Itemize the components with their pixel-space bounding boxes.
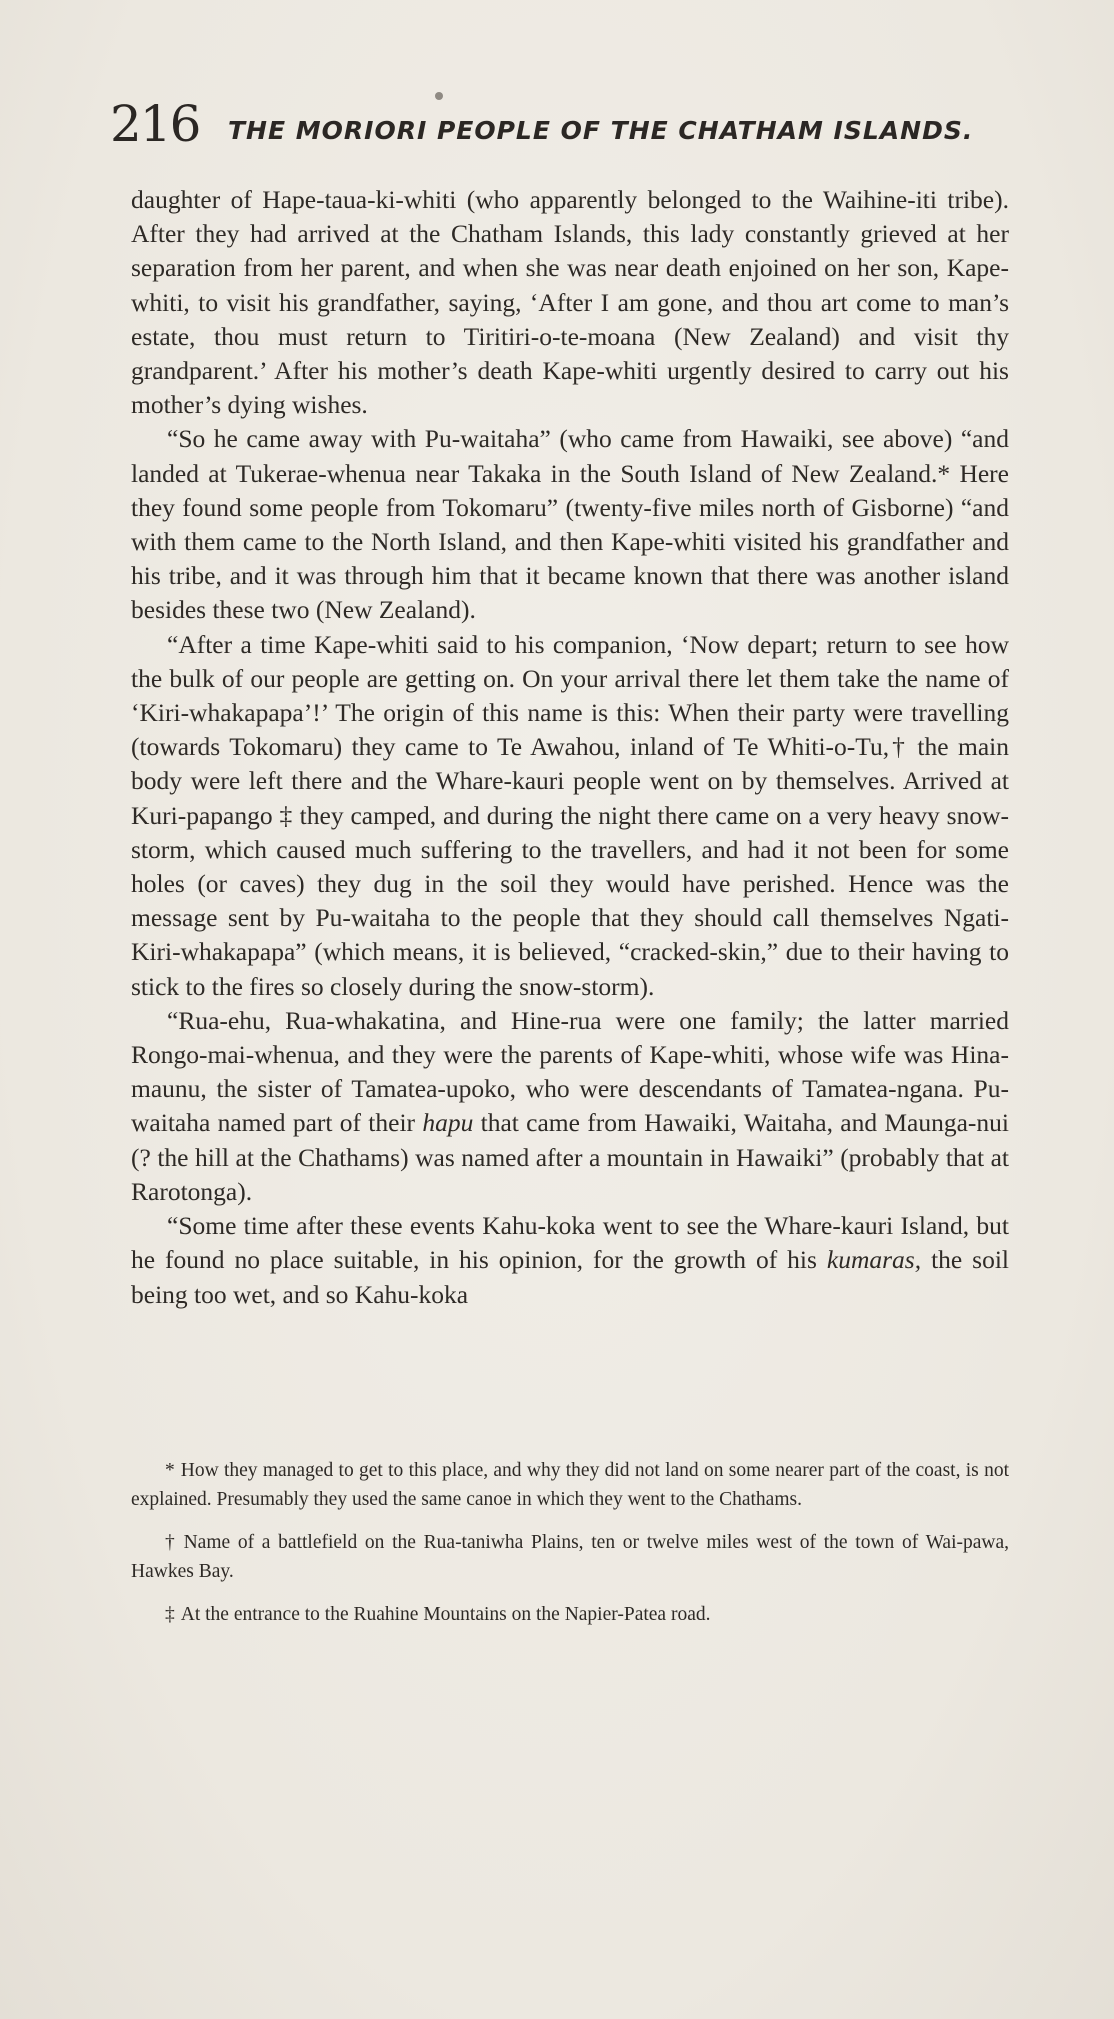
footnote-3 [131,1600,1009,1629]
footnote-mark-asterisk: * [165,1460,175,1481]
footnotes [131,1456,1009,1643]
footnote-2 [131,1528,1009,1586]
paragraph-2: “So he came away with Pu-waitaha” (who came from Hawaiki, see above) “and landed at Tukerae-whenua near Takaka in the South Island of New Zealand.* Here they found some people from Tokomaru” (twenty-five miles north of Gisborne) “and with them came to the North Island, and then Kape-whiti visited his grandfather and his tribe, and it was through him that it became known that there was another island besides these two (New Zealand). [131,424,1009,625]
footnote-1 [131,1456,1009,1514]
paragraph-5-text-a: “Some time after these events Kahu-koka went to see the Whare-kauri Island, but he found no place suitable, in his opinion, for the growth of his [131,1211,1009,1275]
paragraph-3: “After a time Kape-whiti said to his companion, ‘Now depart; return to see how the bulk of our people are getting on. On your arrival there let them take the name of ‘Kiri-whakapapa’!’ The origin of this name is this: When their party were travelling (towards Tokomaru) they came to Te Awahou, inland of Te Whiti-o-Tu,† the main body were left there and the Whare-kauri people went on by themselves. Arrived at Kuri-papango ‡ they camped, and during the night there came on a very heavy snow-storm, which caused much suffering to the travellers, and had it not been for some holes (or caves) they dug in the soil they would have perished. Hence was the message sent by Pu-waitaha to the people that they should call themselves Ngati-Kiri-whakapapa” (which means, it is believed, “cracked-skin,” due to their having to stick to the fires so closely during the snow-storm). [131,629,1009,1001]
paragraph-5-text-b: the soil being too wet, and so Kahu-koka [131,1245,1010,1309]
paragraph-4-text-b: that came from Hawaiki, Waitaha, and Maunga-nui (? the hill at the Chathams) was named after a mountain in Hawaiki” (probably that at Rarotonga). [131,1108,1010,1206]
footnote-3-text: At the entrance to the Ruahine Mountains on the Napier-Patea road. [180,1604,711,1625]
italic-word-hapu: hapu [422,1108,474,1138]
paragraph-4-text-a: “Rua-ehu, Rua-whakatina, and Hine-rua were one family; the latter married Rongo-mai-whenua, and they were the parents of Kape-whiti, whose wife was Hina-maunu, the sister of Tamatea-upoko, who were descendants of Tamatea-ngana. Pu-waitaha named part of their [131,1005,1009,1138]
paragraph-5 [131,1209,1009,1312]
italic-word-kumaras: kumaras, [826,1245,922,1275]
page-header [110,96,1010,156]
footnote-mark-double-dagger: ‡ [165,1604,175,1625]
running-title: THE MORIORI PEOPLE OF THE CHATHAM ISLANDS. [228,116,974,145]
body-text [131,183,1009,1312]
footnote-1-text: How they managed to get to this place, and why they did not land on some nearer part of the coast, is not explained. Presumably they used the same canoe in which they went to the Chathams. [131,1460,1009,1510]
paragraph-1: daughter of Hape-taua-ki-whiti (who apparently belonged to the Waihine-iti tribe). After they had arrived at the Chatham Islands, this lady constantly grieved at her separation from her parent, and when she was near death enjoined on her son, Kape-whiti, to visit his grandfather, saying, ‘After I am gone, and thou art come to man’s estate, thou must return to Tiritiri-o-te-moana (New Zealand) and visit thy grandparent.’ After his mother’s death Kape-whiti urgently desired to carry out his mother’s dying wishes. [131,185,1009,420]
paragraph-4 [131,1004,1009,1209]
footnote-mark-dagger: † [165,1532,178,1553]
page-number: 216 [110,95,200,153]
footnote-2-text: Name of a battlefield on the Rua-taniwha Plains, ten or twelve miles west of the town of Wai-pawa, Hawkes Bay. [131,1532,1010,1582]
